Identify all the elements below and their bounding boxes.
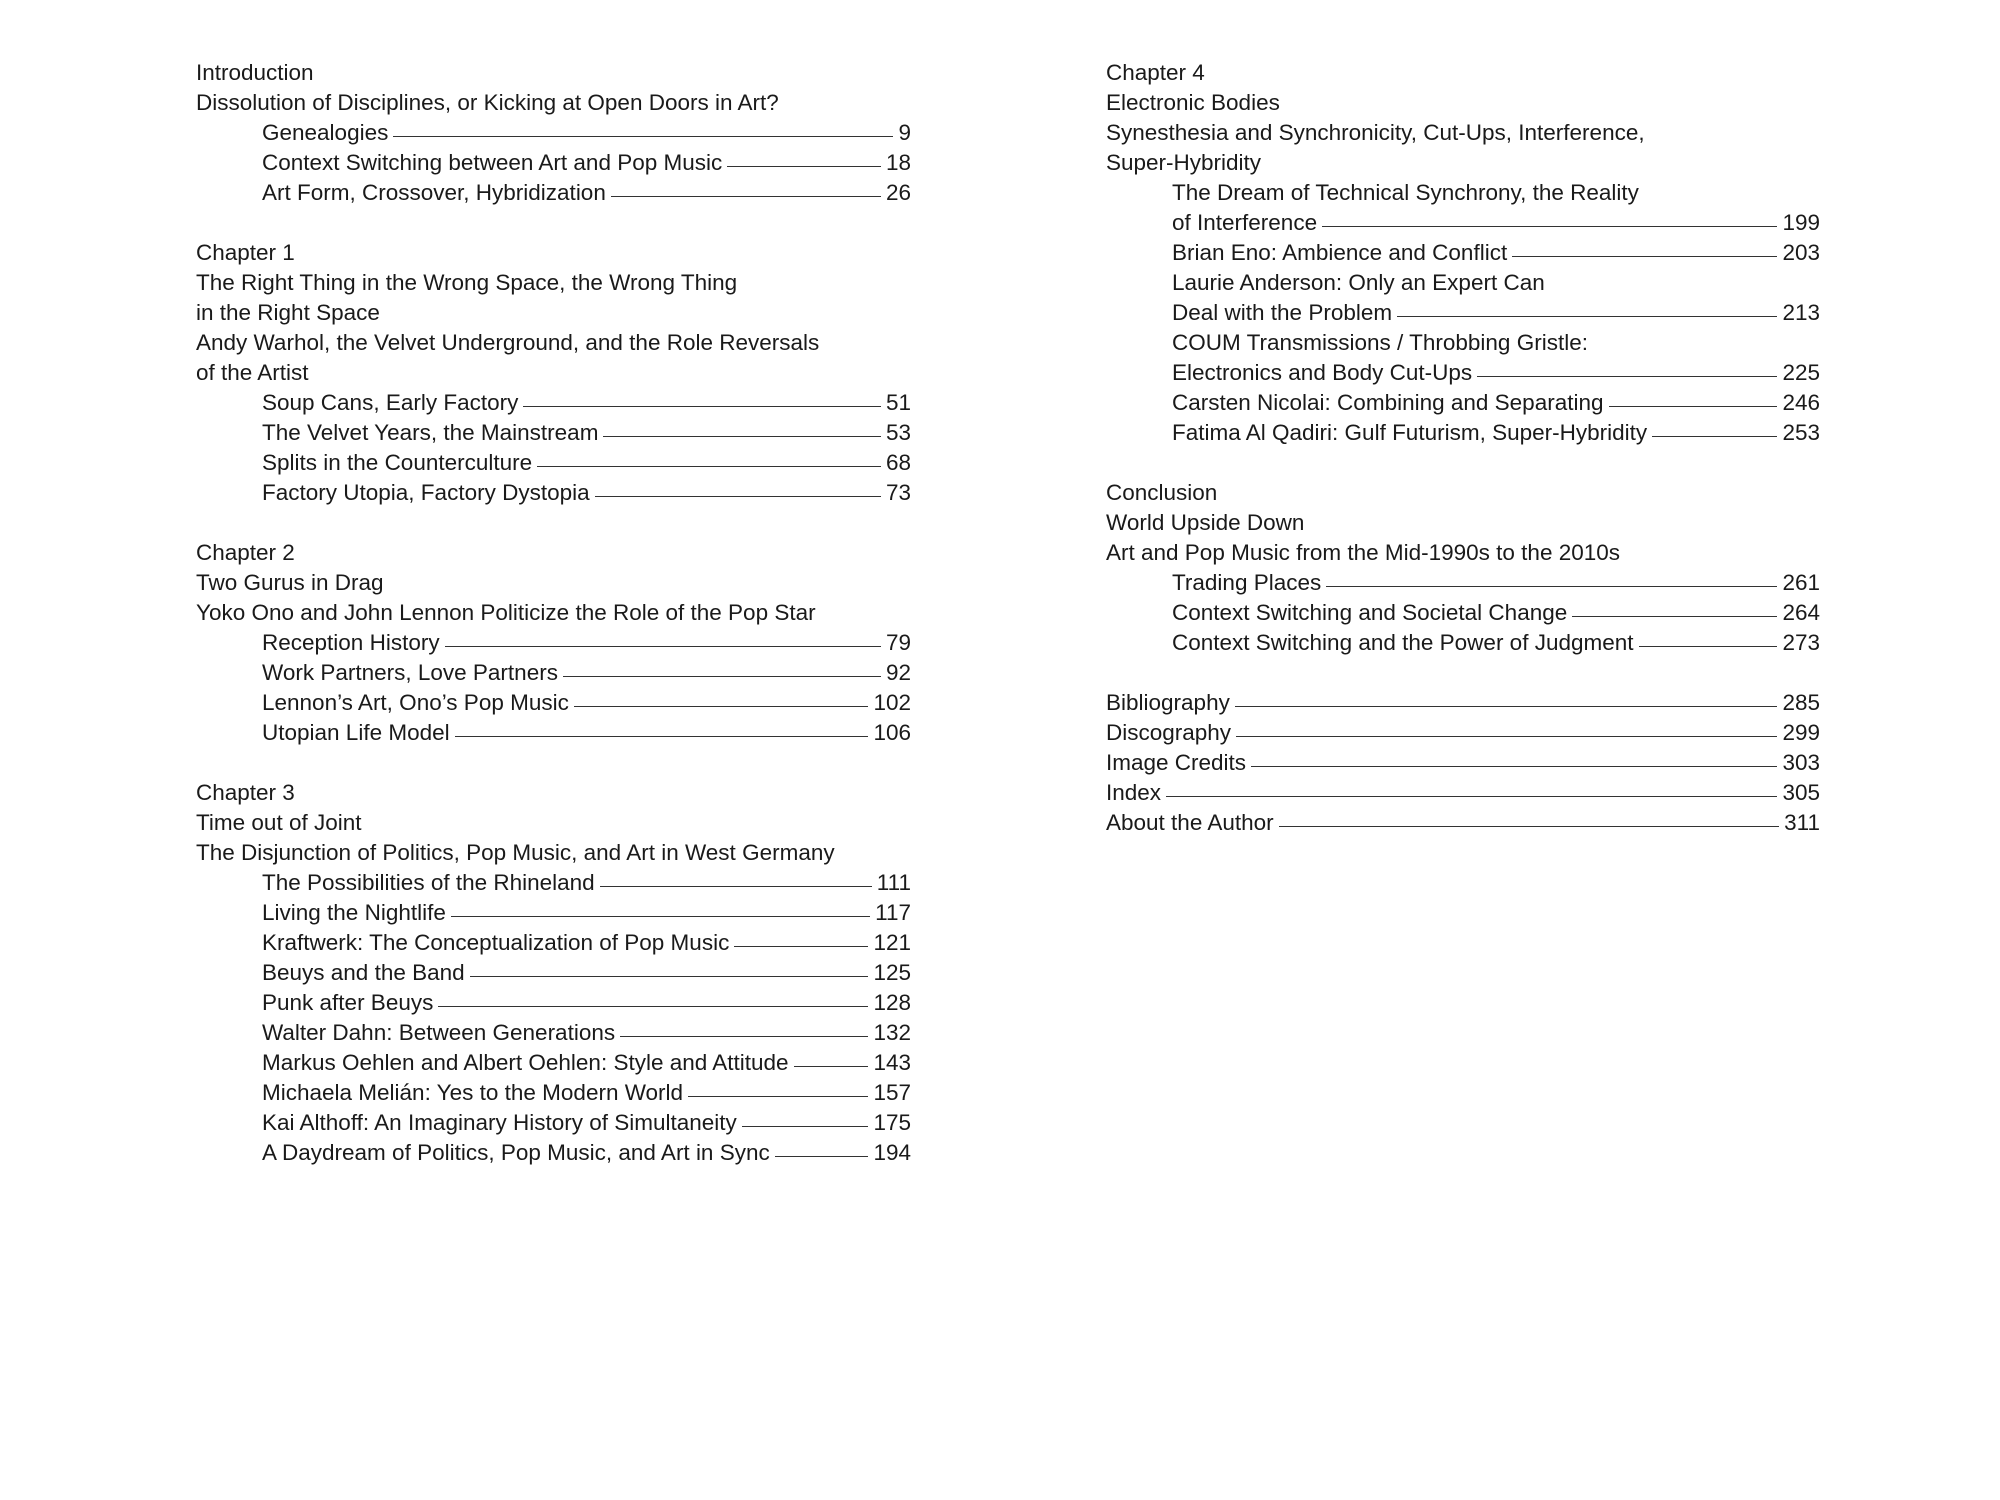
entry-title: Living the Nightlife bbox=[262, 900, 446, 925]
entry-page: 253 bbox=[1782, 420, 1820, 445]
entry-page: 26 bbox=[885, 180, 911, 205]
entry-title: Splits in the Counterculture bbox=[262, 450, 533, 475]
section-label: Conclusion bbox=[1106, 480, 1218, 505]
toc-entry[interactable] bbox=[196, 898, 911, 928]
toc-entry[interactable] bbox=[196, 928, 911, 958]
section-label: Chapter 4 bbox=[1106, 60, 1205, 85]
section-title: Time out of Joint bbox=[196, 810, 362, 835]
dot-leader bbox=[742, 1125, 869, 1127]
entry-page: 194 bbox=[873, 1140, 911, 1165]
toc-entry-discography[interactable] bbox=[1106, 718, 1820, 748]
entry-title: Work Partners, Love Partners bbox=[262, 660, 558, 685]
entry-page: 73 bbox=[885, 480, 911, 505]
toc-entry[interactable] bbox=[1106, 628, 1820, 658]
section-chapter-3 bbox=[196, 778, 911, 1168]
entry-page: 106 bbox=[873, 720, 911, 745]
section-title: Dissolution of Disciplines, or Kicking at Open Doors in Art? bbox=[196, 90, 779, 115]
dot-leader bbox=[445, 645, 881, 647]
dot-leader bbox=[1236, 735, 1777, 737]
entry-title: Genealogies bbox=[262, 120, 389, 145]
dot-leader bbox=[1477, 375, 1777, 377]
section-subtitle: The Disjunction of Politics, Pop Music, and Art in West Germany bbox=[196, 840, 835, 865]
toc-entry[interactable] bbox=[1106, 598, 1820, 628]
entry-page: 102 bbox=[873, 690, 911, 715]
entry-title: Reception History bbox=[262, 630, 440, 655]
entry-title: Brian Eno: Ambience and Conflict bbox=[1172, 240, 1508, 265]
toc-entry[interactable] bbox=[196, 1138, 911, 1168]
dot-leader bbox=[523, 405, 881, 407]
entry-title: Punk after Beuys bbox=[262, 990, 434, 1015]
entry-title: Walter Dahn: Between Generations bbox=[262, 1020, 616, 1045]
section-title-line: in the Right Space bbox=[196, 300, 380, 325]
section-title: World Upside Down bbox=[1106, 510, 1305, 535]
entry-page: 18 bbox=[885, 150, 911, 175]
toc-entry[interactable] bbox=[1106, 208, 1820, 238]
entry-title: Markus Oehlen and Albert Oehlen: Style and Attitude bbox=[262, 1050, 789, 1075]
entry-title: Electronics and Body Cut-Ups bbox=[1172, 360, 1473, 385]
dot-leader bbox=[1652, 435, 1777, 437]
dot-leader bbox=[537, 465, 881, 467]
toc-entry-about-the-author[interactable] bbox=[1106, 808, 1820, 838]
dot-leader bbox=[455, 735, 869, 737]
entry-page: 9 bbox=[898, 120, 911, 145]
entry-page: 213 bbox=[1782, 300, 1820, 325]
entry-page: 51 bbox=[885, 390, 911, 415]
toc-entry[interactable] bbox=[196, 658, 911, 688]
section-subtitle: Art and Pop Music from the Mid-1990s to the 2010s bbox=[1106, 540, 1621, 565]
toc-entry[interactable] bbox=[196, 628, 911, 658]
toc-entry[interactable] bbox=[1106, 358, 1820, 388]
toc-entry[interactable] bbox=[1106, 418, 1820, 448]
entry-page: 68 bbox=[885, 450, 911, 475]
entry-page: 311 bbox=[1784, 810, 1820, 835]
entry-title: About the Author bbox=[1106, 810, 1274, 835]
section-label: Chapter 3 bbox=[196, 780, 295, 805]
entry-title: Carsten Nicolai: Combining and Separating bbox=[1172, 390, 1604, 415]
section-introduction bbox=[196, 58, 911, 208]
dot-leader bbox=[1609, 405, 1778, 407]
toc-entry[interactable] bbox=[196, 178, 911, 208]
section-subtitle-line: of the Artist bbox=[196, 360, 309, 385]
entry-title: Trading Places bbox=[1172, 570, 1322, 595]
entry-title: Kraftwerk: The Conceptualization of Pop Music bbox=[262, 930, 730, 955]
entry-page: 53 bbox=[885, 420, 911, 445]
toc-entry[interactable] bbox=[196, 1078, 911, 1108]
dot-leader bbox=[574, 705, 869, 707]
section-title: Two Gurus in Drag bbox=[196, 570, 384, 595]
entry-page: 285 bbox=[1782, 690, 1820, 715]
section-subtitle-line: Synesthesia and Synchronicity, Cut-Ups, Interference, bbox=[1106, 120, 1645, 145]
toc-left-column bbox=[196, 58, 911, 1198]
entry-page: 273 bbox=[1782, 630, 1820, 655]
dot-leader bbox=[611, 195, 881, 197]
toc-entry[interactable] bbox=[196, 688, 911, 718]
toc-entry[interactable] bbox=[196, 148, 911, 178]
dot-leader bbox=[470, 975, 869, 977]
entry-title: Utopian Life Model bbox=[262, 720, 450, 745]
section-label: Chapter 2 bbox=[196, 540, 295, 565]
entry-page: 175 bbox=[873, 1110, 911, 1135]
entry-title: Context Switching between Art and Pop Music bbox=[262, 150, 723, 175]
entry-title: Michaela Melián: Yes to the Modern World bbox=[262, 1080, 684, 1105]
entry-page: 305 bbox=[1782, 780, 1820, 805]
dot-leader bbox=[438, 1005, 868, 1007]
dot-leader bbox=[600, 885, 872, 887]
toc-entry[interactable] bbox=[196, 1048, 911, 1078]
toc-entry[interactable] bbox=[196, 1018, 911, 1048]
toc-entry[interactable] bbox=[196, 718, 911, 748]
entry-title: The Possibilities of the Rhineland bbox=[262, 870, 595, 895]
section-subtitle-line: Andy Warhol, the Velvet Underground, and the Role Reversals bbox=[196, 330, 820, 355]
dot-leader bbox=[794, 1065, 869, 1067]
toc-entry[interactable] bbox=[196, 418, 911, 448]
entry-title: Context Switching and the Power of Judgment bbox=[1172, 630, 1634, 655]
dot-leader bbox=[734, 945, 868, 947]
entry-title: Fatima Al Qadiri: Gulf Futurism, Super-Hybridity bbox=[1172, 420, 1648, 445]
dot-leader bbox=[1279, 825, 1779, 827]
entry-page: 143 bbox=[873, 1050, 911, 1075]
toc-entry[interactable] bbox=[1106, 388, 1820, 418]
dot-leader bbox=[775, 1155, 869, 1157]
toc-entry[interactable] bbox=[196, 118, 911, 148]
dot-leader bbox=[603, 435, 881, 437]
entry-title: Image Credits bbox=[1106, 750, 1247, 775]
section-subtitle-line: Super-Hybridity bbox=[1106, 150, 1262, 175]
dot-leader bbox=[1572, 615, 1777, 617]
dot-leader bbox=[620, 1035, 868, 1037]
toc-entry[interactable] bbox=[196, 988, 911, 1018]
entry-title-line[interactable]: The Dream of Technical Synchrony, the Reality bbox=[1172, 180, 1639, 205]
section-subtitle: Yoko Ono and John Lennon Politicize the Role of the Pop Star bbox=[196, 600, 816, 625]
dot-leader bbox=[727, 165, 881, 167]
entry-title: Context Switching and Societal Change bbox=[1172, 600, 1568, 625]
entry-page: 121 bbox=[873, 930, 911, 955]
section-label: Introduction bbox=[196, 60, 314, 85]
entry-title-line[interactable]: Laurie Anderson: Only an Expert Can bbox=[1172, 270, 1545, 295]
entry-page: 246 bbox=[1782, 390, 1820, 415]
toc-entry[interactable] bbox=[196, 388, 911, 418]
toc-entry[interactable] bbox=[196, 958, 911, 988]
toc-entry-index[interactable] bbox=[1106, 778, 1820, 808]
dot-leader bbox=[595, 495, 881, 497]
entry-title: Beuys and the Band bbox=[262, 960, 465, 985]
entry-page: 264 bbox=[1782, 600, 1820, 625]
entry-page: 117 bbox=[875, 900, 911, 925]
dot-leader bbox=[1397, 315, 1777, 317]
dot-leader bbox=[688, 1095, 868, 1097]
entry-title: Kai Althoff: An Imaginary History of Simultaneity bbox=[262, 1110, 737, 1135]
toc-entry-bibliography[interactable] bbox=[1106, 688, 1820, 718]
entry-page: 199 bbox=[1782, 210, 1820, 235]
entry-title: Factory Utopia, Factory Dystopia bbox=[262, 480, 590, 505]
entry-page: 299 bbox=[1782, 720, 1820, 745]
section-chapter-1 bbox=[196, 238, 911, 508]
entry-page: 203 bbox=[1782, 240, 1820, 265]
dot-leader bbox=[1326, 585, 1777, 587]
entry-page: 157 bbox=[873, 1080, 911, 1105]
entry-title: Soup Cans, Early Factory bbox=[262, 390, 519, 415]
toc-entry[interactable] bbox=[196, 478, 911, 508]
entry-title: Art Form, Crossover, Hybridization bbox=[262, 180, 606, 205]
toc-entry[interactable] bbox=[1106, 298, 1820, 328]
entry-title: A Daydream of Politics, Pop Music, and Art in Sync bbox=[262, 1140, 770, 1165]
section-title-line: The Right Thing in the Wrong Space, the Wrong Thing bbox=[196, 270, 738, 295]
entry-title: of Interference bbox=[1172, 210, 1318, 235]
dot-leader bbox=[1235, 705, 1778, 707]
entry-title: The Velvet Years, the Mainstream bbox=[262, 420, 599, 445]
dot-leader bbox=[393, 135, 893, 137]
section-label: Chapter 1 bbox=[196, 240, 295, 265]
entry-page: 79 bbox=[885, 630, 911, 655]
entry-title: Discography bbox=[1106, 720, 1232, 745]
toc-entry[interactable] bbox=[196, 448, 911, 478]
entry-title: Deal with the Problem bbox=[1172, 300, 1393, 325]
toc-entry[interactable] bbox=[1106, 568, 1820, 598]
entry-page: 111 bbox=[876, 870, 911, 895]
entry-page: 303 bbox=[1782, 750, 1820, 775]
section-title: Electronic Bodies bbox=[1106, 90, 1280, 115]
dot-leader bbox=[1512, 255, 1777, 257]
dot-leader bbox=[563, 675, 881, 677]
toc-entry[interactable] bbox=[196, 868, 911, 898]
toc-entry-image-credits[interactable] bbox=[1106, 748, 1820, 778]
entry-title: Index bbox=[1106, 780, 1162, 805]
dot-leader bbox=[1639, 645, 1778, 647]
entry-page: 132 bbox=[873, 1020, 911, 1045]
section-conclusion bbox=[1106, 478, 1820, 658]
toc-right-column bbox=[1106, 58, 1820, 868]
dot-leader bbox=[451, 915, 870, 917]
entry-title: Lennon’s Art, Ono’s Pop Music bbox=[262, 690, 569, 715]
dot-leader bbox=[1322, 225, 1777, 227]
section-chapter-4 bbox=[1106, 58, 1820, 448]
dot-leader bbox=[1251, 765, 1777, 767]
section-chapter-2 bbox=[196, 538, 911, 748]
toc-entry[interactable] bbox=[196, 1108, 911, 1138]
entry-title-line[interactable]: COUM Transmissions / Throbbing Gristle: bbox=[1172, 330, 1588, 355]
entry-title: Bibliography bbox=[1106, 690, 1230, 715]
dot-leader bbox=[1166, 795, 1777, 797]
entry-page: 92 bbox=[885, 660, 911, 685]
entry-page: 225 bbox=[1782, 360, 1820, 385]
entry-page: 125 bbox=[873, 960, 911, 985]
entry-page: 128 bbox=[873, 990, 911, 1015]
section-back-matter bbox=[1106, 688, 1820, 838]
toc-entry[interactable] bbox=[1106, 238, 1820, 268]
entry-page: 261 bbox=[1782, 570, 1820, 595]
